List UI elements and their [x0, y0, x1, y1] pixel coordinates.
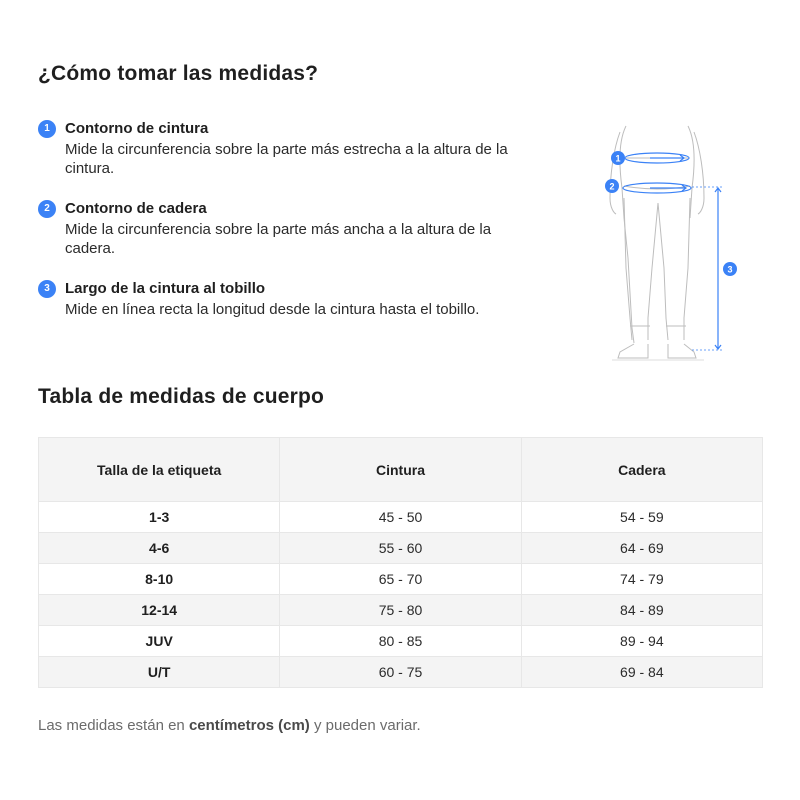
waist-cell: 65 - 70	[280, 564, 521, 595]
hip-cell: 54 - 59	[521, 502, 762, 533]
measurement-steps	[38, 119, 538, 319]
table-row	[39, 564, 763, 595]
size-label-cell: 8-10	[39, 564, 280, 595]
column-header: Cadera	[521, 438, 762, 502]
size-label-cell: 4-6	[39, 533, 280, 564]
size-table-title: Tabla de medidas de cuerpo	[38, 385, 325, 408]
waist-marker: 1	[615, 153, 621, 164]
step-waist-to-ankle	[38, 279, 538, 319]
table-row	[39, 626, 763, 657]
step-hip	[38, 199, 538, 258]
note-units: centímetros (cm)	[188, 717, 310, 734]
hip-cell: 74 - 79	[521, 564, 762, 595]
step-number-badge: 2	[38, 200, 56, 218]
column-header: Talla de la etiqueta	[39, 438, 280, 502]
step-title: Contorno de cadera	[65, 200, 207, 217]
body-outline-icon	[596, 118, 756, 368]
note-text: Las medidas están en	[38, 717, 189, 734]
step-number-badge: 1	[38, 120, 56, 138]
hip-cell: 84 - 89	[521, 595, 762, 626]
length-marker: 3	[727, 264, 733, 275]
table-row	[39, 502, 763, 533]
hip-cell: 89 - 94	[521, 626, 762, 657]
hip-marker: 2	[609, 181, 615, 192]
note-text: y pueden variar.	[309, 717, 421, 734]
hip-cell: 64 - 69	[521, 533, 762, 564]
size-label-cell: U/T	[39, 657, 280, 688]
size-label-cell: 1-3	[39, 502, 280, 533]
size-label-cell: JUV	[39, 626, 280, 657]
waist-cell: 60 - 75	[280, 657, 521, 688]
waist-cell: 75 - 80	[280, 595, 521, 626]
step-description: Mide en línea recta la longitud desde la cintura hasta el tobillo.	[65, 301, 480, 318]
table-row	[39, 595, 763, 626]
waist-cell: 45 - 50	[280, 502, 521, 533]
size-table	[38, 437, 763, 688]
pants-measurement-illustration	[596, 118, 756, 368]
measure-guide-title: ¿Cómo tomar las medidas?	[38, 62, 319, 85]
column-header: Cintura	[280, 438, 521, 502]
step-waist	[38, 119, 538, 178]
step-description: Mide la circunferencia sobre la parte más ancha a la altura de la cadera.	[65, 221, 492, 257]
hip-cell: 69 - 84	[521, 657, 762, 688]
step-description: Mide la circunferencia sobre la parte más estrecha a la altura de la cintura.	[65, 141, 508, 177]
table-header-row	[39, 438, 763, 502]
step-title: Contorno de cintura	[65, 120, 209, 137]
waist-cell: 80 - 85	[280, 626, 521, 657]
table-row	[39, 657, 763, 688]
table-row	[39, 533, 763, 564]
step-number-badge: 3	[38, 280, 56, 298]
waist-cell: 55 - 60	[280, 533, 521, 564]
size-label-cell: 12-14	[39, 595, 280, 626]
units-note	[38, 717, 421, 734]
step-title: Largo de la cintura al tobillo	[65, 280, 266, 297]
